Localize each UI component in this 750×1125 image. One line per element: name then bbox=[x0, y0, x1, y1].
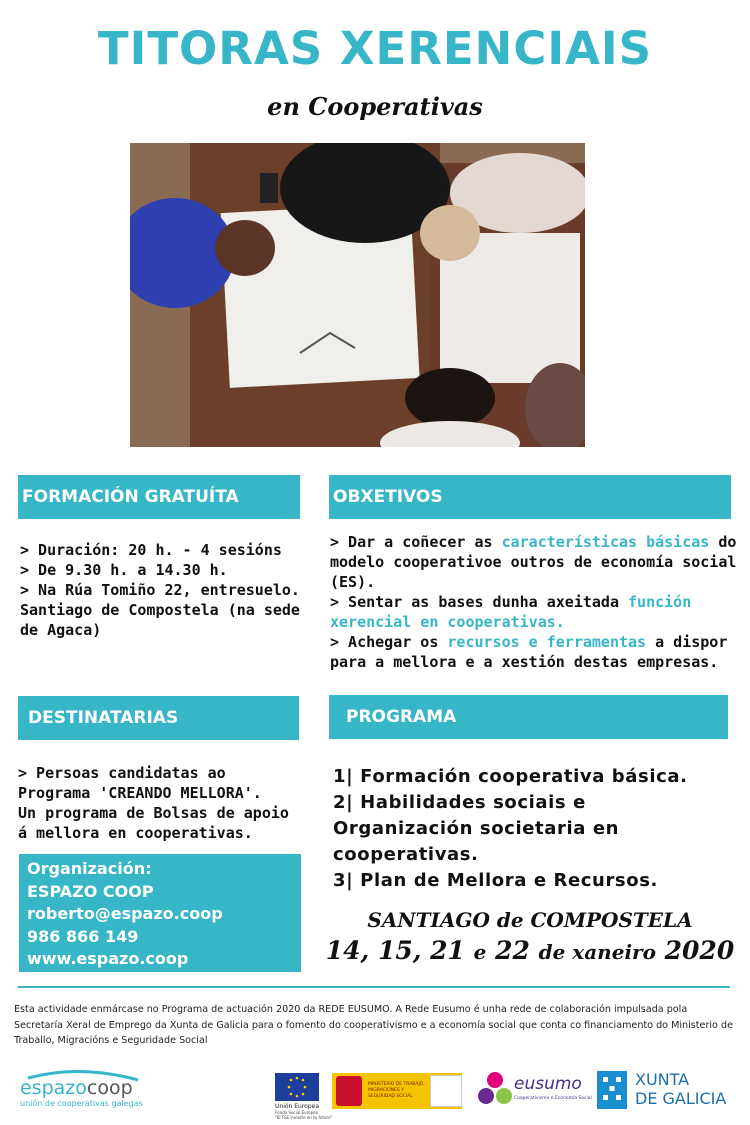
formacion-heading bbox=[18, 475, 300, 519]
destinatarias-line: á mellora en cooperativas. bbox=[18, 824, 253, 842]
destinatarias-line: > Persoas candidatas ao bbox=[18, 764, 226, 782]
programa-item: 3| Plan de Mellora e Recursos. bbox=[333, 870, 658, 891]
xunta-shield-icon bbox=[597, 1071, 627, 1109]
destinatarias-heading-text: DESTINATARIAS bbox=[28, 708, 179, 728]
coop-logo-word: coop bbox=[86, 1077, 133, 1099]
event-day-last: 22 bbox=[495, 936, 530, 965]
formacion-line: Santiago de Compostela (na sede bbox=[20, 601, 300, 619]
obxetivo-1: > Dar a coñecer as características básicas do modelo cooperativoe outros de economía social (ES). bbox=[330, 533, 737, 591]
programa-item: 2| Habilidades sociais e bbox=[333, 792, 586, 813]
espazo-coop-logo bbox=[20, 1068, 150, 1113]
event-days: 14, 15, 21 bbox=[325, 936, 465, 965]
formacion-line: > De 9.30 h. a 14.30 h. bbox=[20, 561, 228, 579]
workshop-photo bbox=[130, 143, 585, 447]
programa-heading bbox=[329, 695, 728, 739]
eu-logo-label: Unión Europea bbox=[275, 1103, 320, 1110]
destinatarias-details bbox=[18, 763, 318, 843]
eu-flag-icon bbox=[275, 1073, 319, 1101]
de-galicia-word: DE GALICIA bbox=[635, 1089, 727, 1108]
programa-list bbox=[333, 764, 733, 894]
poster-subtitle: en Cooperativas bbox=[267, 92, 483, 121]
poster-title: TITORAS XERENCIAIS bbox=[97, 22, 653, 75]
organizacion-contact[interactable]: 986 866 149 www.espazo.coop bbox=[27, 926, 189, 968]
event-month: de xaneiro bbox=[538, 940, 656, 964]
obxetivos-heading bbox=[329, 475, 731, 519]
obxetivos-details bbox=[330, 532, 740, 672]
eusumo-logo-word: eusumo bbox=[514, 1074, 582, 1094]
event-place: SANTIAGO de COMPOSTELA bbox=[367, 908, 693, 932]
xunta-logo bbox=[597, 1069, 732, 1111]
eusumo-logo bbox=[478, 1068, 592, 1113]
destinatarias-heading bbox=[18, 696, 299, 740]
formacion-details bbox=[20, 540, 320, 640]
obxetivo-2: > Sentar as bases dunha axeitada función xerencial en cooperativas. bbox=[330, 593, 692, 631]
obxetivos-heading-text: OBXETIVOS bbox=[333, 487, 443, 507]
programa-item: Organización societaria en bbox=[333, 818, 620, 839]
event-year: 2020 bbox=[664, 936, 735, 965]
footer-text: Esta actividade enmárcase no Programa de actuación 2020 da REDE EUSUMO. A Rede Eusumo é unha rede de colaboración impulsada pola Secretaría Xeral de Emprego da Xunta de Galicia para o fomento do cooperativismo e a economía social que conta co financiamento do Ministerio de Traballo, Migracións e Seguridade Social bbox=[14, 1004, 733, 1046]
footer-divider bbox=[18, 986, 730, 988]
event-dates bbox=[320, 936, 740, 965]
eu-logo-sub1: Fondo Social Europeo bbox=[275, 1110, 319, 1115]
organizacion-email[interactable]: roberto@espazo.coop bbox=[27, 904, 223, 923]
event-and: e bbox=[473, 940, 487, 964]
eusumo-logo-sub: Cooperativismo e Economía Social bbox=[514, 1096, 592, 1101]
formacion-heading-text: FORMACIÓN GRATUÍTA bbox=[22, 487, 239, 507]
ministry-logo-text: MINISTERIO DE TRABAJO, MIGRACIONES Y SEGURIDAD SOCIAL bbox=[368, 1082, 425, 1099]
eu-logo bbox=[275, 1073, 333, 1123]
programa-item: cooperativas. bbox=[333, 844, 479, 865]
ministry-logo bbox=[332, 1073, 462, 1109]
destinatarias-line: Programa 'CREANDO MELLORA'. bbox=[18, 784, 262, 802]
ministry-white-box bbox=[430, 1075, 462, 1107]
programa-heading-text: PROGRAMA bbox=[346, 707, 457, 727]
formacion-line: > Duración: 20 h. - 4 sesións bbox=[20, 541, 282, 559]
eusumo-symbol-icon bbox=[478, 1070, 512, 1110]
formacion-line: de Agaca) bbox=[20, 621, 102, 639]
obxetivo-3: > Achegar os recursos e ferramentas a dispor para a mellora e a xestión destas empresas. bbox=[330, 633, 728, 671]
espazo-logo-word: espazo bbox=[20, 1077, 87, 1099]
organizacion-name: ESPAZO COOP bbox=[27, 881, 154, 901]
coat-of-arms-icon bbox=[336, 1076, 362, 1106]
xunta-word: XUNTA bbox=[635, 1070, 690, 1089]
formacion-line: > Na Rúa Tomiño 22, entresuelo. bbox=[20, 581, 300, 599]
organizacion-box bbox=[19, 854, 301, 972]
eu-logo-sub2: "El FSE invierte en tu futuro" bbox=[275, 1115, 333, 1120]
espazo-logo-sub: unión de cooperativas galegas bbox=[20, 1099, 143, 1108]
destinatarias-line: Un programa de Bolsas de apoio bbox=[18, 804, 289, 822]
programa-item: 1| Formación cooperativa básica. bbox=[333, 766, 688, 787]
organizacion-label: Organización: bbox=[27, 859, 152, 878]
